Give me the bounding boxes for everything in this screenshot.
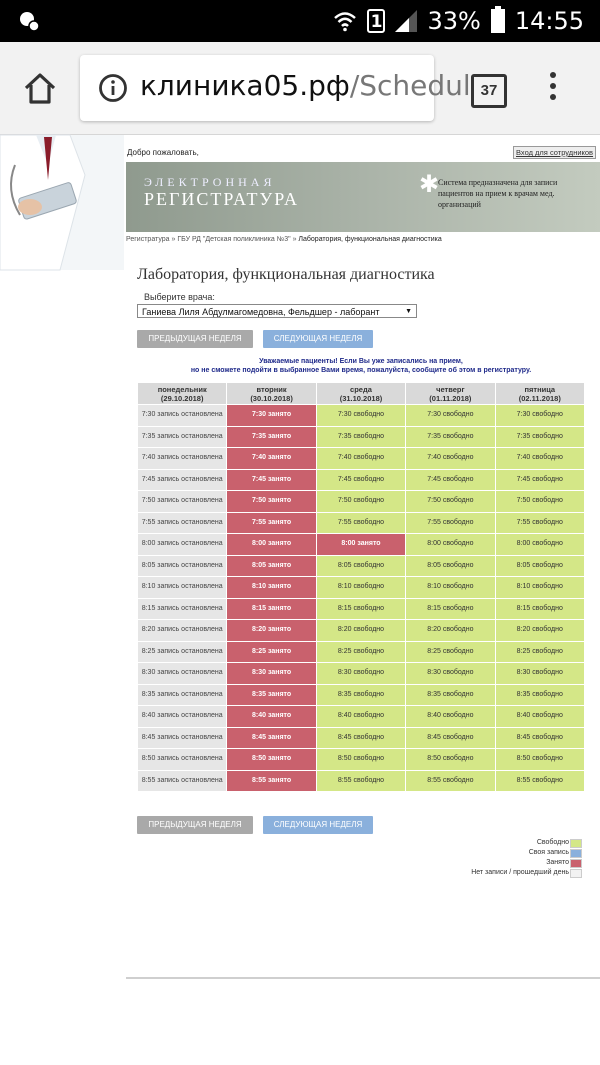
slot-closed: 7:40 запись остановлена <box>138 448 227 470</box>
slot-free[interactable]: 7:45 свободно <box>316 469 405 491</box>
staff-login-link[interactable]: Вход для сотрудников <box>513 146 596 159</box>
slot-free[interactable]: 8:30 свободно <box>495 663 584 685</box>
table-row <box>138 555 585 577</box>
slot-closed: 8:50 запись остановлена <box>138 749 227 771</box>
footer-divider <box>126 977 600 979</box>
banner-title-line2: РЕГИСТРАТУРА <box>144 189 299 209</box>
slot-free[interactable]: 8:55 свободно <box>406 770 495 792</box>
battery-icon <box>491 9 505 33</box>
slot-free[interactable]: 8:50 свободно <box>495 749 584 771</box>
breadcrumb-clinic[interactable]: ГБУ РД "Детская поликлиника №3" <box>177 236 291 243</box>
slot-busy: 8:00 занято <box>316 534 405 556</box>
slot-closed: 7:45 запись остановлена <box>138 469 227 491</box>
slot-free[interactable]: 8:45 свободно <box>495 727 584 749</box>
day-date: (31.10.2018) <box>339 393 383 403</box>
slot-closed: 8:45 запись остановлена <box>138 727 227 749</box>
slot-closed: 8:00 запись остановлена <box>138 534 227 556</box>
slot-free[interactable]: 8:05 свободно <box>406 555 495 577</box>
day-header <box>495 383 584 405</box>
day-name: вторник <box>256 384 287 394</box>
day-date: (29.10.2018) <box>160 393 204 403</box>
slot-free[interactable]: 7:50 свободно <box>406 491 495 513</box>
slot-busy: 7:45 занято <box>227 469 316 491</box>
table-row <box>138 706 585 728</box>
status-bar <box>0 0 600 42</box>
prev-week-button-bottom[interactable]: ПРЕДЫДУЩАЯ НЕДЕЛЯ <box>137 816 253 834</box>
slot-free[interactable]: 7:45 свободно <box>406 469 495 491</box>
slot-free[interactable]: 7:35 свободно <box>495 426 584 448</box>
breadcrumb-current: Лаборатория, функциональная диагностика <box>298 236 442 243</box>
table-row <box>138 663 585 685</box>
slot-free[interactable]: 8:20 свободно <box>316 620 405 642</box>
table-row <box>138 577 585 599</box>
table-row <box>138 534 585 556</box>
registry-banner <box>126 162 600 232</box>
legend-label: Своя запись <box>528 849 569 856</box>
slot-busy: 8:10 занято <box>227 577 316 599</box>
legend-swatch <box>570 859 582 868</box>
slot-free[interactable]: 8:00 свободно <box>495 534 584 556</box>
slot-free[interactable]: 8:15 свободно <box>406 598 495 620</box>
slot-free[interactable]: 8:20 свободно <box>495 620 584 642</box>
table-row <box>138 512 585 534</box>
table-row <box>138 749 585 771</box>
table-row <box>138 620 585 642</box>
patient-notice <box>137 357 585 375</box>
slot-free[interactable]: 7:30 свободно <box>406 405 495 427</box>
day-date: (02.11.2018) <box>518 393 561 403</box>
page-title: Лаборатория, функциональная диагностика <box>137 266 435 283</box>
slot-free[interactable]: 8:40 свободно <box>316 706 405 728</box>
schedule-header-row <box>138 383 585 405</box>
slot-free[interactable]: 7:40 свободно <box>495 448 584 470</box>
slot-free[interactable]: 7:30 свободно <box>495 405 584 427</box>
day-date: (01.11.2018) <box>429 393 472 403</box>
slot-busy: 8:55 занято <box>227 770 316 792</box>
star-icon: ✱ <box>419 171 440 198</box>
table-row <box>138 684 585 706</box>
slot-closed: 7:30 запись остановлена <box>138 405 227 427</box>
banner-description: Система предназначена для записи пациентов на прием к врачам мед. организаций <box>438 178 558 209</box>
legend-item <box>471 848 582 858</box>
address-bar[interactable] <box>80 55 471 121</box>
sim-icon: 1 <box>367 9 385 33</box>
notice-line-1: Уважаемые пациенты! Если Вы уже записались на прием, <box>259 358 463 365</box>
slot-busy: 8:50 занято <box>227 749 316 771</box>
slot-free[interactable]: 8:10 свободно <box>316 577 405 599</box>
slot-free[interactable]: 8:05 свободно <box>495 555 584 577</box>
slot-closed: 7:35 запись остановлена <box>138 426 227 448</box>
doctor-image <box>0 135 124 270</box>
signal-icon <box>395 10 417 32</box>
slot-free[interactable]: 8:40 свободно <box>406 706 495 728</box>
table-row <box>138 727 585 749</box>
browser-toolbar <box>0 42 600 135</box>
schedule-legend <box>471 838 582 878</box>
home-icon[interactable] <box>22 70 58 106</box>
dropdown-arrow-icon: ▼ <box>405 308 412 315</box>
slot-free[interactable]: 7:35 свободно <box>406 426 495 448</box>
slot-closed: 8:25 запись остановлена <box>138 641 227 663</box>
slot-free[interactable]: 8:45 свободно <box>406 727 495 749</box>
doctor-select-value: Ганиева Лиля Абдулмагомедовна, Фельдшер - лаборант <box>142 307 380 317</box>
breadcrumb-registry[interactable]: Регистратура <box>126 236 170 243</box>
breadcrumb: Регистратура » ГБУ РД "Детская поликлиника №3" » Лаборатория, функциональная диагностика <box>126 236 442 243</box>
slot-busy: 8:40 занято <box>227 706 316 728</box>
slot-busy: 7:40 занято <box>227 448 316 470</box>
battery-percent: 33% <box>427 7 481 35</box>
slot-closed: 8:10 запись остановлена <box>138 577 227 599</box>
day-header <box>138 383 227 405</box>
slot-busy: 8:35 занято <box>227 684 316 706</box>
day-name: четверг <box>436 384 465 394</box>
slot-busy: 8:45 занято <box>227 727 316 749</box>
day-name: пятница <box>524 384 556 394</box>
table-row <box>138 405 585 427</box>
slot-free[interactable]: 8:40 свободно <box>495 706 584 728</box>
url-path: /Schedul <box>349 69 471 102</box>
schedule-body <box>138 405 585 792</box>
slot-busy: 8:30 занято <box>227 663 316 685</box>
slot-free[interactable]: 8:30 свободно <box>406 663 495 685</box>
wifi-icon <box>333 10 357 32</box>
day-header <box>316 383 405 405</box>
slot-busy: 8:20 занято <box>227 620 316 642</box>
slot-closed: 8:30 запись остановлена <box>138 663 227 685</box>
slot-free[interactable]: 8:30 свободно <box>316 663 405 685</box>
slot-free[interactable]: 7:55 свободно <box>495 512 584 534</box>
table-row <box>138 598 585 620</box>
day-name: понедельник <box>157 384 207 394</box>
slot-free[interactable]: 8:55 свободно <box>316 770 405 792</box>
day-header <box>227 383 316 405</box>
slot-free[interactable]: 7:40 свободно <box>406 448 495 470</box>
slot-free[interactable]: 8:50 свободно <box>406 749 495 771</box>
slot-closed: 8:55 запись остановлена <box>138 770 227 792</box>
next-week-button-top[interactable]: СЛЕДУЮЩАЯ НЕДЕЛЯ <box>263 330 373 348</box>
slot-free[interactable]: 7:30 свободно <box>316 405 405 427</box>
slot-free[interactable]: 7:55 свободно <box>406 512 495 534</box>
slot-free[interactable]: 8:10 свободно <box>495 577 584 599</box>
legend-swatch <box>570 869 582 878</box>
legend-item <box>471 868 582 878</box>
slot-busy: 8:15 занято <box>227 598 316 620</box>
table-row <box>138 641 585 663</box>
legend-label: Нет записи / прошедший день <box>471 869 569 876</box>
slot-closed: 8:20 запись остановлена <box>138 620 227 642</box>
doctor-select-label: Выберите врача: <box>144 292 215 302</box>
slot-free[interactable]: 8:00 свободно <box>406 534 495 556</box>
slot-free[interactable]: 7:50 свободно <box>316 491 405 513</box>
day-header <box>406 383 495 405</box>
slot-free[interactable]: 8:35 свободно <box>495 684 584 706</box>
banner-title-line1: ЭЛЕКТРОННАЯ <box>144 175 276 189</box>
table-row <box>138 469 585 491</box>
slot-free[interactable]: 7:40 свободно <box>316 448 405 470</box>
overflow-menu-icon[interactable] <box>548 72 558 104</box>
table-row <box>138 770 585 792</box>
slot-free[interactable]: 8:35 свободно <box>406 684 495 706</box>
table-row <box>138 491 585 513</box>
next-week-button-bottom[interactable]: СЛЕДУЮЩАЯ НЕДЕЛЯ <box>263 816 373 834</box>
notice-line-2: но не сможете подойти в выбранное Вами время, пожалуйста, сообщите об этом в регистратуру. <box>190 367 532 374</box>
slot-free[interactable]: 8:05 свободно <box>316 555 405 577</box>
legend-label: Свободно <box>536 839 569 846</box>
slot-closed: 8:40 запись остановлена <box>138 706 227 728</box>
slot-free[interactable]: 8:45 свободно <box>316 727 405 749</box>
url-host: клиника05.рф <box>140 69 350 102</box>
url-text[interactable] <box>140 69 471 102</box>
schedule-table <box>137 382 585 792</box>
table-row <box>138 426 585 448</box>
slot-closed: 7:50 запись остановлена <box>138 491 227 513</box>
day-date: (30.10.2018) <box>250 393 293 403</box>
slot-free[interactable]: 8:25 свободно <box>495 641 584 663</box>
slot-free[interactable]: 8:25 свободно <box>316 641 405 663</box>
slot-closed: 8:05 запись остановлена <box>138 555 227 577</box>
legend-item <box>471 838 582 848</box>
slot-free[interactable]: 8:10 свободно <box>406 577 495 599</box>
slot-closed: 8:15 запись остановлена <box>138 598 227 620</box>
slot-closed: 8:35 запись остановлена <box>138 684 227 706</box>
slot-free[interactable]: 8:15 свободно <box>495 598 584 620</box>
slot-busy: 7:50 занято <box>227 491 316 513</box>
slot-free[interactable]: 7:55 свободно <box>316 512 405 534</box>
welcome-text: Добро пожаловать, <box>127 148 199 157</box>
slot-free[interactable]: 7:50 свободно <box>495 491 584 513</box>
slot-free[interactable]: 8:35 свободно <box>316 684 405 706</box>
legend-label: Занято <box>546 859 569 866</box>
day-name: среда <box>350 384 372 394</box>
slot-closed: 7:55 запись остановлена <box>138 512 227 534</box>
prev-week-button-top[interactable]: ПРЕДЫДУЩАЯ НЕДЕЛЯ <box>137 330 253 348</box>
slot-free[interactable]: 7:45 свободно <box>495 469 584 491</box>
slot-free[interactable]: 7:35 свободно <box>316 426 405 448</box>
slot-busy: 7:55 занято <box>227 512 316 534</box>
slot-free[interactable]: 8:15 свободно <box>316 598 405 620</box>
slot-free[interactable]: 8:55 свободно <box>495 770 584 792</box>
clock: 14:55 <box>514 7 584 35</box>
slot-free[interactable]: 8:20 свободно <box>406 620 495 642</box>
table-row <box>138 448 585 470</box>
slot-busy: 7:30 занято <box>227 405 316 427</box>
legend-swatch <box>570 849 582 858</box>
notification-icon <box>18 10 40 32</box>
doctor-illustration <box>0 135 124 270</box>
slot-free[interactable]: 8:50 свободно <box>316 749 405 771</box>
info-icon[interactable] <box>98 73 128 103</box>
slot-busy: 8:00 занято <box>227 534 316 556</box>
slot-busy: 7:35 занято <box>227 426 316 448</box>
slot-busy: 8:05 занято <box>227 555 316 577</box>
tab-switcher-button[interactable]: 37 <box>471 74 507 108</box>
legend-item <box>471 858 582 868</box>
slot-busy: 8:25 занято <box>227 641 316 663</box>
slot-free[interactable]: 8:25 свободно <box>406 641 495 663</box>
legend-swatch <box>570 839 582 848</box>
doctor-select[interactable] <box>137 304 417 318</box>
